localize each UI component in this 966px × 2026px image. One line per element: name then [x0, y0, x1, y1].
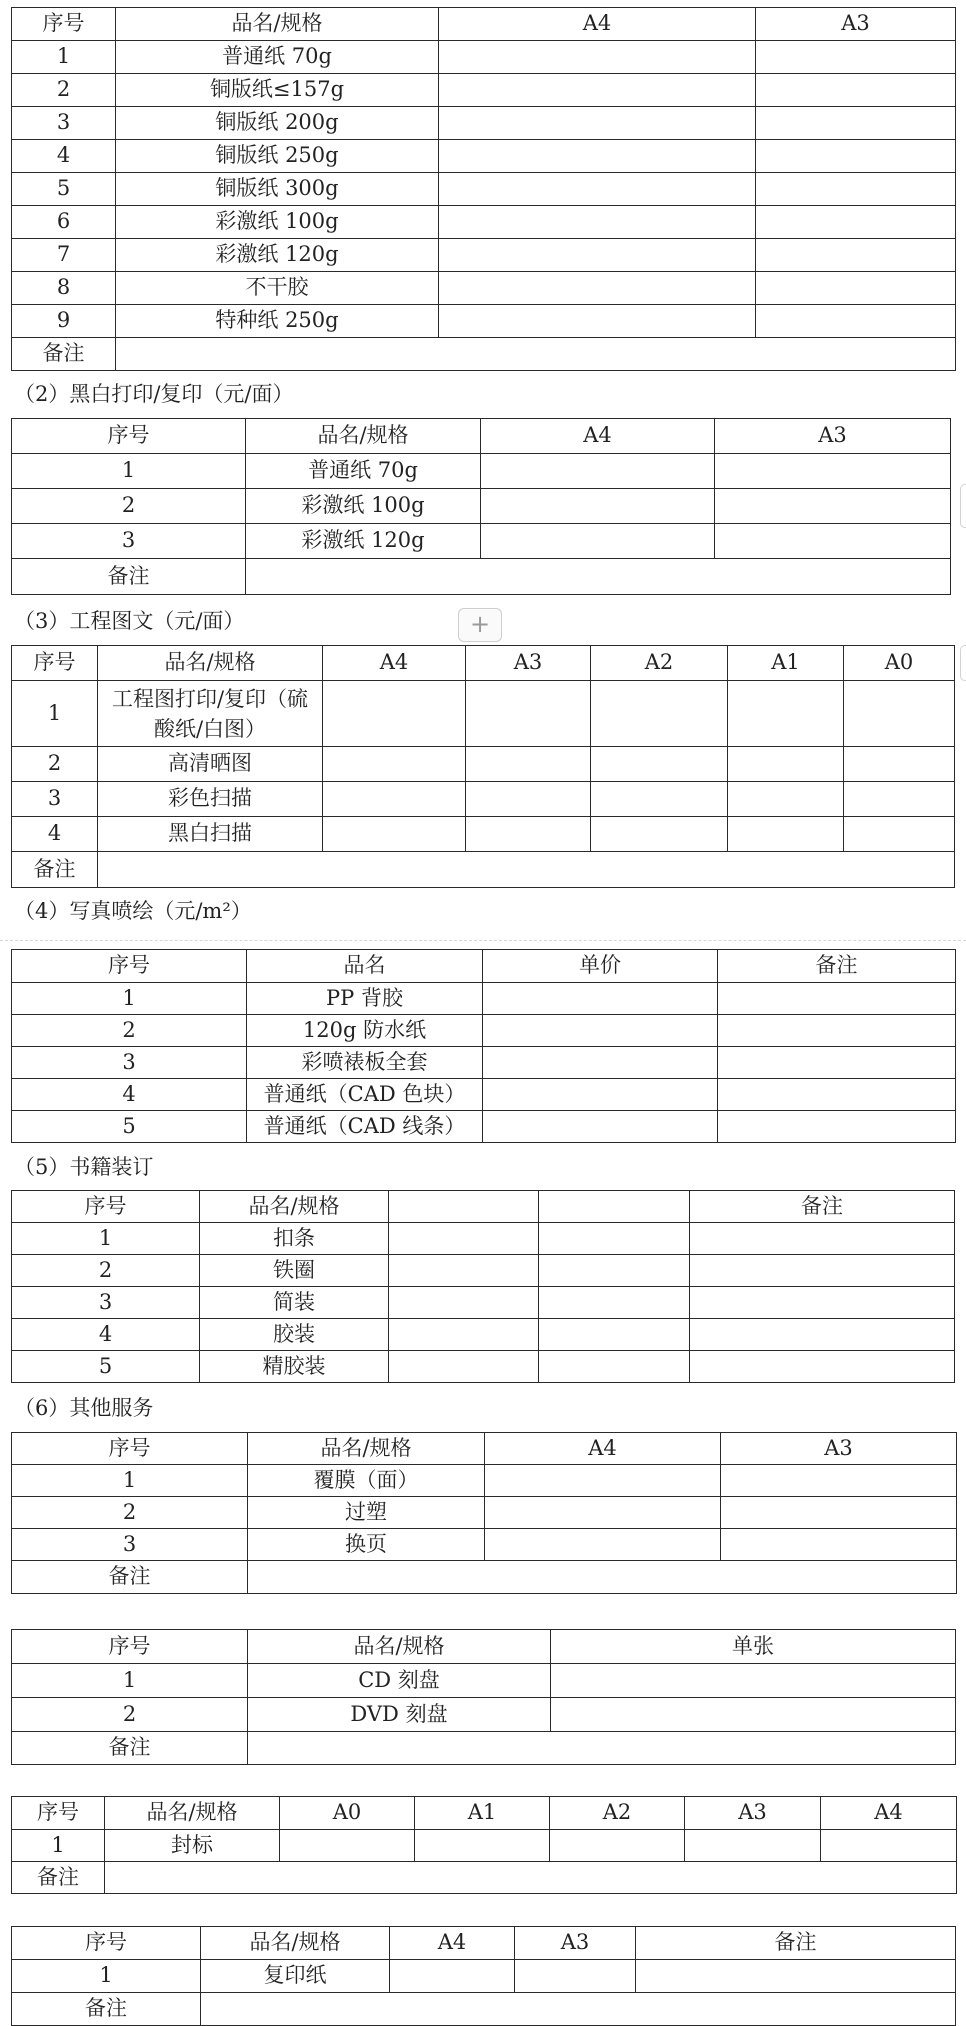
cell	[591, 681, 728, 747]
other-services-table	[11, 1432, 957, 1594]
cell	[756, 41, 956, 74]
cell	[718, 983, 956, 1015]
table-row	[12, 1465, 957, 1497]
header-cell: 备注	[718, 950, 956, 983]
cell: 1	[12, 1465, 248, 1497]
cell: CD 刻盘	[248, 1664, 551, 1698]
header-cell: A4	[390, 1927, 515, 1960]
table-row	[12, 817, 955, 852]
cell: 8	[12, 272, 116, 305]
table-row	[12, 305, 956, 338]
cell	[551, 1664, 956, 1698]
cell	[466, 782, 591, 817]
cell: 2	[12, 1497, 248, 1529]
cell	[718, 1015, 956, 1047]
header-cell: A1	[415, 1797, 550, 1830]
header-cell: A4	[485, 1433, 721, 1465]
header-cell: 品名	[247, 950, 483, 983]
add-row-button[interactable]	[458, 608, 502, 642]
cell: 铜版纸 200g	[116, 107, 439, 140]
cell: 黑白扫描	[98, 817, 323, 852]
cell	[280, 1830, 415, 1862]
header-cell: 备注	[636, 1927, 956, 1960]
cell: 覆膜（面）	[248, 1465, 485, 1497]
table-row	[12, 1223, 955, 1255]
header-cell: A2	[591, 646, 728, 681]
table-row	[12, 140, 956, 173]
table-row	[12, 1830, 957, 1862]
cell	[690, 1255, 955, 1287]
cell	[690, 1287, 955, 1319]
table-header-row	[12, 1630, 956, 1664]
cell	[481, 524, 715, 559]
note-label: 备注	[12, 338, 116, 371]
note-row	[12, 1862, 957, 1894]
cell	[389, 1287, 539, 1319]
cell	[756, 107, 956, 140]
table-row	[12, 206, 956, 239]
table-row	[12, 1497, 957, 1529]
cell	[323, 747, 466, 782]
cell	[756, 239, 956, 272]
note-label: 备注	[12, 1561, 248, 1594]
header-cell: A0	[280, 1797, 415, 1830]
table-row	[12, 1047, 956, 1079]
note-label: 备注	[12, 1993, 201, 2026]
cell	[390, 1960, 515, 1993]
cell	[439, 107, 756, 140]
table-row	[12, 1079, 956, 1111]
cell	[718, 1079, 956, 1111]
cell: 铜版纸 300g	[116, 173, 439, 206]
cell: 3	[12, 1529, 248, 1561]
section-title-bw-print: （2）黑白打印/复印（元/面）	[14, 382, 294, 406]
cell	[636, 1960, 956, 1993]
cell: 1	[12, 41, 116, 74]
table-row	[12, 1664, 956, 1698]
table-row	[12, 983, 956, 1015]
cell	[756, 140, 956, 173]
header-cell: 单价	[483, 950, 718, 983]
cell	[389, 1319, 539, 1351]
cell: 彩激纸 120g	[116, 239, 439, 272]
cell: 特种纸 250g	[116, 305, 439, 338]
table-row	[12, 1319, 955, 1351]
cell: 扣条	[200, 1223, 389, 1255]
table-row	[12, 1255, 955, 1287]
cell	[715, 524, 951, 559]
cell: 简装	[200, 1287, 389, 1319]
cell: 彩激纸 100g	[246, 489, 481, 524]
table-row	[12, 1287, 955, 1319]
table-row	[12, 41, 956, 74]
cell	[756, 305, 956, 338]
cell: 精胶装	[200, 1351, 389, 1383]
cell	[715, 454, 951, 489]
table-row	[12, 454, 951, 489]
note-label: 备注	[12, 559, 246, 595]
cell	[539, 1351, 690, 1383]
cell: 2	[12, 747, 98, 782]
cell: 1	[12, 1960, 201, 1993]
cell	[466, 747, 591, 782]
cell: 普通纸 70g	[116, 41, 439, 74]
table-row	[12, 1960, 956, 1993]
cell	[551, 1698, 956, 1732]
table-row	[12, 524, 951, 559]
note-row	[12, 1993, 956, 2026]
cell	[466, 681, 591, 747]
section-title-photo-inkjet: （4）写真喷绘（元/m²）	[14, 899, 252, 923]
cell: 铜版纸 250g	[116, 140, 439, 173]
cell	[539, 1287, 690, 1319]
header-cell: A3	[721, 1433, 957, 1465]
note-cell	[105, 1862, 957, 1894]
header-cell: A3	[715, 419, 951, 454]
note-cell	[98, 852, 955, 888]
cell: 120g 防水纸	[247, 1015, 483, 1047]
cell: 3	[12, 782, 98, 817]
header-cell	[389, 1191, 539, 1223]
cell	[728, 681, 844, 747]
cell	[481, 489, 715, 524]
table-row	[12, 747, 955, 782]
cell: 3	[12, 1287, 200, 1319]
cell	[728, 747, 844, 782]
copy-paper-table	[11, 1926, 956, 2026]
cell	[389, 1351, 539, 1383]
section-title-engineering: （3）工程图文（元/面）	[14, 609, 245, 633]
cell	[756, 74, 956, 107]
cell: DVD 刻盘	[248, 1698, 551, 1732]
header-cell: A4	[439, 8, 756, 41]
table-header-row	[12, 1927, 956, 1960]
header-cell: A3	[685, 1797, 821, 1830]
cell: 4	[12, 140, 116, 173]
note-row	[12, 852, 955, 888]
header-cell: 品名/规格	[98, 646, 323, 681]
cell: 3	[12, 1047, 247, 1079]
cell: 1	[12, 1830, 105, 1862]
cell: 1	[12, 454, 246, 489]
cell: 彩色扫描	[98, 782, 323, 817]
header-cell: 品名/规格	[201, 1927, 390, 1960]
cell	[844, 681, 955, 747]
cell	[485, 1465, 721, 1497]
table-header-row	[12, 8, 956, 41]
note-cell	[201, 1993, 956, 2026]
cell: 彩激纸 120g	[246, 524, 481, 559]
note-cell	[248, 1561, 957, 1594]
cell: 4	[12, 817, 98, 852]
table-header-row	[12, 646, 955, 681]
section-title-other-services: （6）其他服务	[14, 1396, 154, 1420]
cell: 2	[12, 1698, 248, 1732]
cell: 1	[12, 1223, 200, 1255]
cell: 铁圈	[200, 1255, 389, 1287]
header-cell: 品名/规格	[116, 8, 439, 41]
page-edge-marker	[960, 645, 966, 681]
cell	[756, 206, 956, 239]
cell	[591, 747, 728, 782]
cell	[728, 782, 844, 817]
header-cell: 序号	[12, 950, 247, 983]
table-row	[12, 239, 956, 272]
plus-icon: +	[469, 610, 491, 638]
table-row	[12, 1015, 956, 1047]
cell	[389, 1223, 539, 1255]
header-cell	[539, 1191, 690, 1223]
disc-burning-table	[11, 1629, 956, 1765]
cell: 不干胶	[116, 272, 439, 305]
header-cell: 品名/规格	[105, 1797, 280, 1830]
header-cell: 备注	[690, 1191, 955, 1223]
cell: 7	[12, 239, 116, 272]
cell	[439, 206, 756, 239]
header-cell: 序号	[12, 1433, 248, 1465]
cell	[483, 1015, 718, 1047]
cell: 4	[12, 1079, 247, 1111]
table-header-row	[12, 1433, 957, 1465]
cell	[756, 272, 956, 305]
color-print-table	[11, 7, 956, 371]
header-cell: 序号	[12, 419, 246, 454]
cell	[718, 1111, 956, 1143]
cell	[439, 173, 756, 206]
cell: 彩喷裱板全套	[247, 1047, 483, 1079]
header-cell: 单张	[551, 1630, 956, 1664]
cell: 1	[12, 983, 247, 1015]
cell	[483, 1079, 718, 1111]
cell	[485, 1497, 721, 1529]
header-cell: 品名/规格	[200, 1191, 389, 1223]
cell: PP 背胶	[247, 983, 483, 1015]
cell	[323, 782, 466, 817]
cell	[481, 454, 715, 489]
table-row	[12, 107, 956, 140]
cell	[415, 1830, 550, 1862]
cell: 换页	[248, 1529, 485, 1561]
cell	[844, 782, 955, 817]
header-cell: 序号	[12, 1630, 248, 1664]
note-row	[12, 1732, 956, 1765]
section-title-binding: （5）书籍装订	[14, 1155, 154, 1179]
cell: 5	[12, 1111, 247, 1143]
engineering-table	[11, 645, 955, 888]
cell: 2	[12, 74, 116, 107]
cell	[728, 817, 844, 852]
table-row	[12, 782, 955, 817]
cell: 过塑	[248, 1497, 485, 1529]
table-row	[12, 1351, 955, 1383]
note-label: 备注	[12, 852, 98, 888]
header-cell: A1	[728, 646, 844, 681]
cell	[685, 1830, 821, 1862]
table-row	[12, 272, 956, 305]
page-break-line	[0, 940, 966, 941]
photo-inkjet-table	[11, 949, 956, 1143]
note-cell	[116, 338, 956, 371]
table-header-row	[12, 1191, 955, 1223]
note-row	[12, 338, 956, 371]
header-cell: A0	[844, 646, 955, 681]
cell	[539, 1319, 690, 1351]
cell	[721, 1465, 957, 1497]
note-label: 备注	[12, 1732, 248, 1765]
note-label: 备注	[12, 1862, 105, 1894]
cell: 高清晒图	[98, 747, 323, 782]
header-cell: A4	[481, 419, 715, 454]
cell: 普通纸（CAD 线条）	[247, 1111, 483, 1143]
header-cell: 序号	[12, 646, 98, 681]
header-cell: A4	[821, 1797, 957, 1830]
header-cell: 品名/规格	[246, 419, 481, 454]
cell	[718, 1047, 956, 1079]
cell	[483, 983, 718, 1015]
cell	[515, 1960, 636, 1993]
cell	[483, 1111, 718, 1143]
table-header-row	[12, 419, 951, 454]
cell	[844, 817, 955, 852]
cell: 5	[12, 1351, 200, 1383]
cell	[550, 1830, 685, 1862]
table-row	[12, 1698, 956, 1732]
table-row	[12, 1111, 956, 1143]
header-cell: 品名/规格	[248, 1433, 485, 1465]
cell	[591, 782, 728, 817]
cell	[721, 1529, 957, 1561]
cell	[721, 1497, 957, 1529]
cell: 普通纸（CAD 色块）	[247, 1079, 483, 1111]
cell	[539, 1223, 690, 1255]
table-header-row	[12, 1797, 957, 1830]
cover-label-table	[11, 1796, 957, 1894]
cell: 铜版纸≤157g	[116, 74, 439, 107]
cell: 2	[12, 1255, 200, 1287]
cell	[844, 747, 955, 782]
cell	[715, 489, 951, 524]
header-cell: A2	[550, 1797, 685, 1830]
header-cell: A3	[515, 1927, 636, 1960]
cell	[485, 1529, 721, 1561]
cell: 彩激纸 100g	[116, 206, 439, 239]
cell	[690, 1351, 955, 1383]
cell: 1	[12, 681, 98, 747]
cell: 工程图打印/复印（硫酸纸/白图）	[98, 681, 323, 747]
table-row	[12, 489, 951, 524]
cell: 普通纸 70g	[246, 454, 481, 489]
cell: 6	[12, 206, 116, 239]
cell	[690, 1223, 955, 1255]
cell: 3	[12, 107, 116, 140]
cell	[439, 305, 756, 338]
cell: 2	[12, 489, 246, 524]
cell	[439, 41, 756, 74]
cell	[466, 817, 591, 852]
table-row	[12, 681, 955, 747]
table-header-row	[12, 950, 956, 983]
header-cell: A3	[466, 646, 591, 681]
cell: 4	[12, 1319, 200, 1351]
note-row	[12, 1561, 957, 1594]
bw-print-table	[11, 418, 951, 595]
cell: 封标	[105, 1830, 280, 1862]
header-cell: 序号	[12, 8, 116, 41]
cell	[439, 140, 756, 173]
header-cell: A4	[323, 646, 466, 681]
cell: 3	[12, 524, 246, 559]
cell	[756, 173, 956, 206]
cell: 胶装	[200, 1319, 389, 1351]
table-row	[12, 74, 956, 107]
header-cell: A3	[756, 8, 956, 41]
cell	[483, 1047, 718, 1079]
cell	[323, 681, 466, 747]
cell: 9	[12, 305, 116, 338]
cell	[821, 1830, 957, 1862]
header-cell: 序号	[12, 1927, 201, 1960]
note-cell	[248, 1732, 956, 1765]
note-row	[12, 559, 951, 595]
note-cell	[246, 559, 951, 595]
header-cell: 序号	[12, 1191, 200, 1223]
table-row	[12, 173, 956, 206]
header-cell: 品名/规格	[248, 1630, 551, 1664]
cell	[439, 239, 756, 272]
cell	[539, 1255, 690, 1287]
cell	[439, 74, 756, 107]
cell	[323, 817, 466, 852]
cell	[389, 1255, 539, 1287]
cell: 复印纸	[201, 1960, 390, 1993]
cell	[591, 817, 728, 852]
cell: 2	[12, 1015, 247, 1047]
binding-table	[11, 1190, 955, 1383]
cell	[690, 1319, 955, 1351]
cell: 5	[12, 173, 116, 206]
page-edge-marker	[960, 484, 966, 528]
table-row	[12, 1529, 957, 1561]
cell: 1	[12, 1664, 248, 1698]
header-cell: 序号	[12, 1797, 105, 1830]
cell	[439, 272, 756, 305]
